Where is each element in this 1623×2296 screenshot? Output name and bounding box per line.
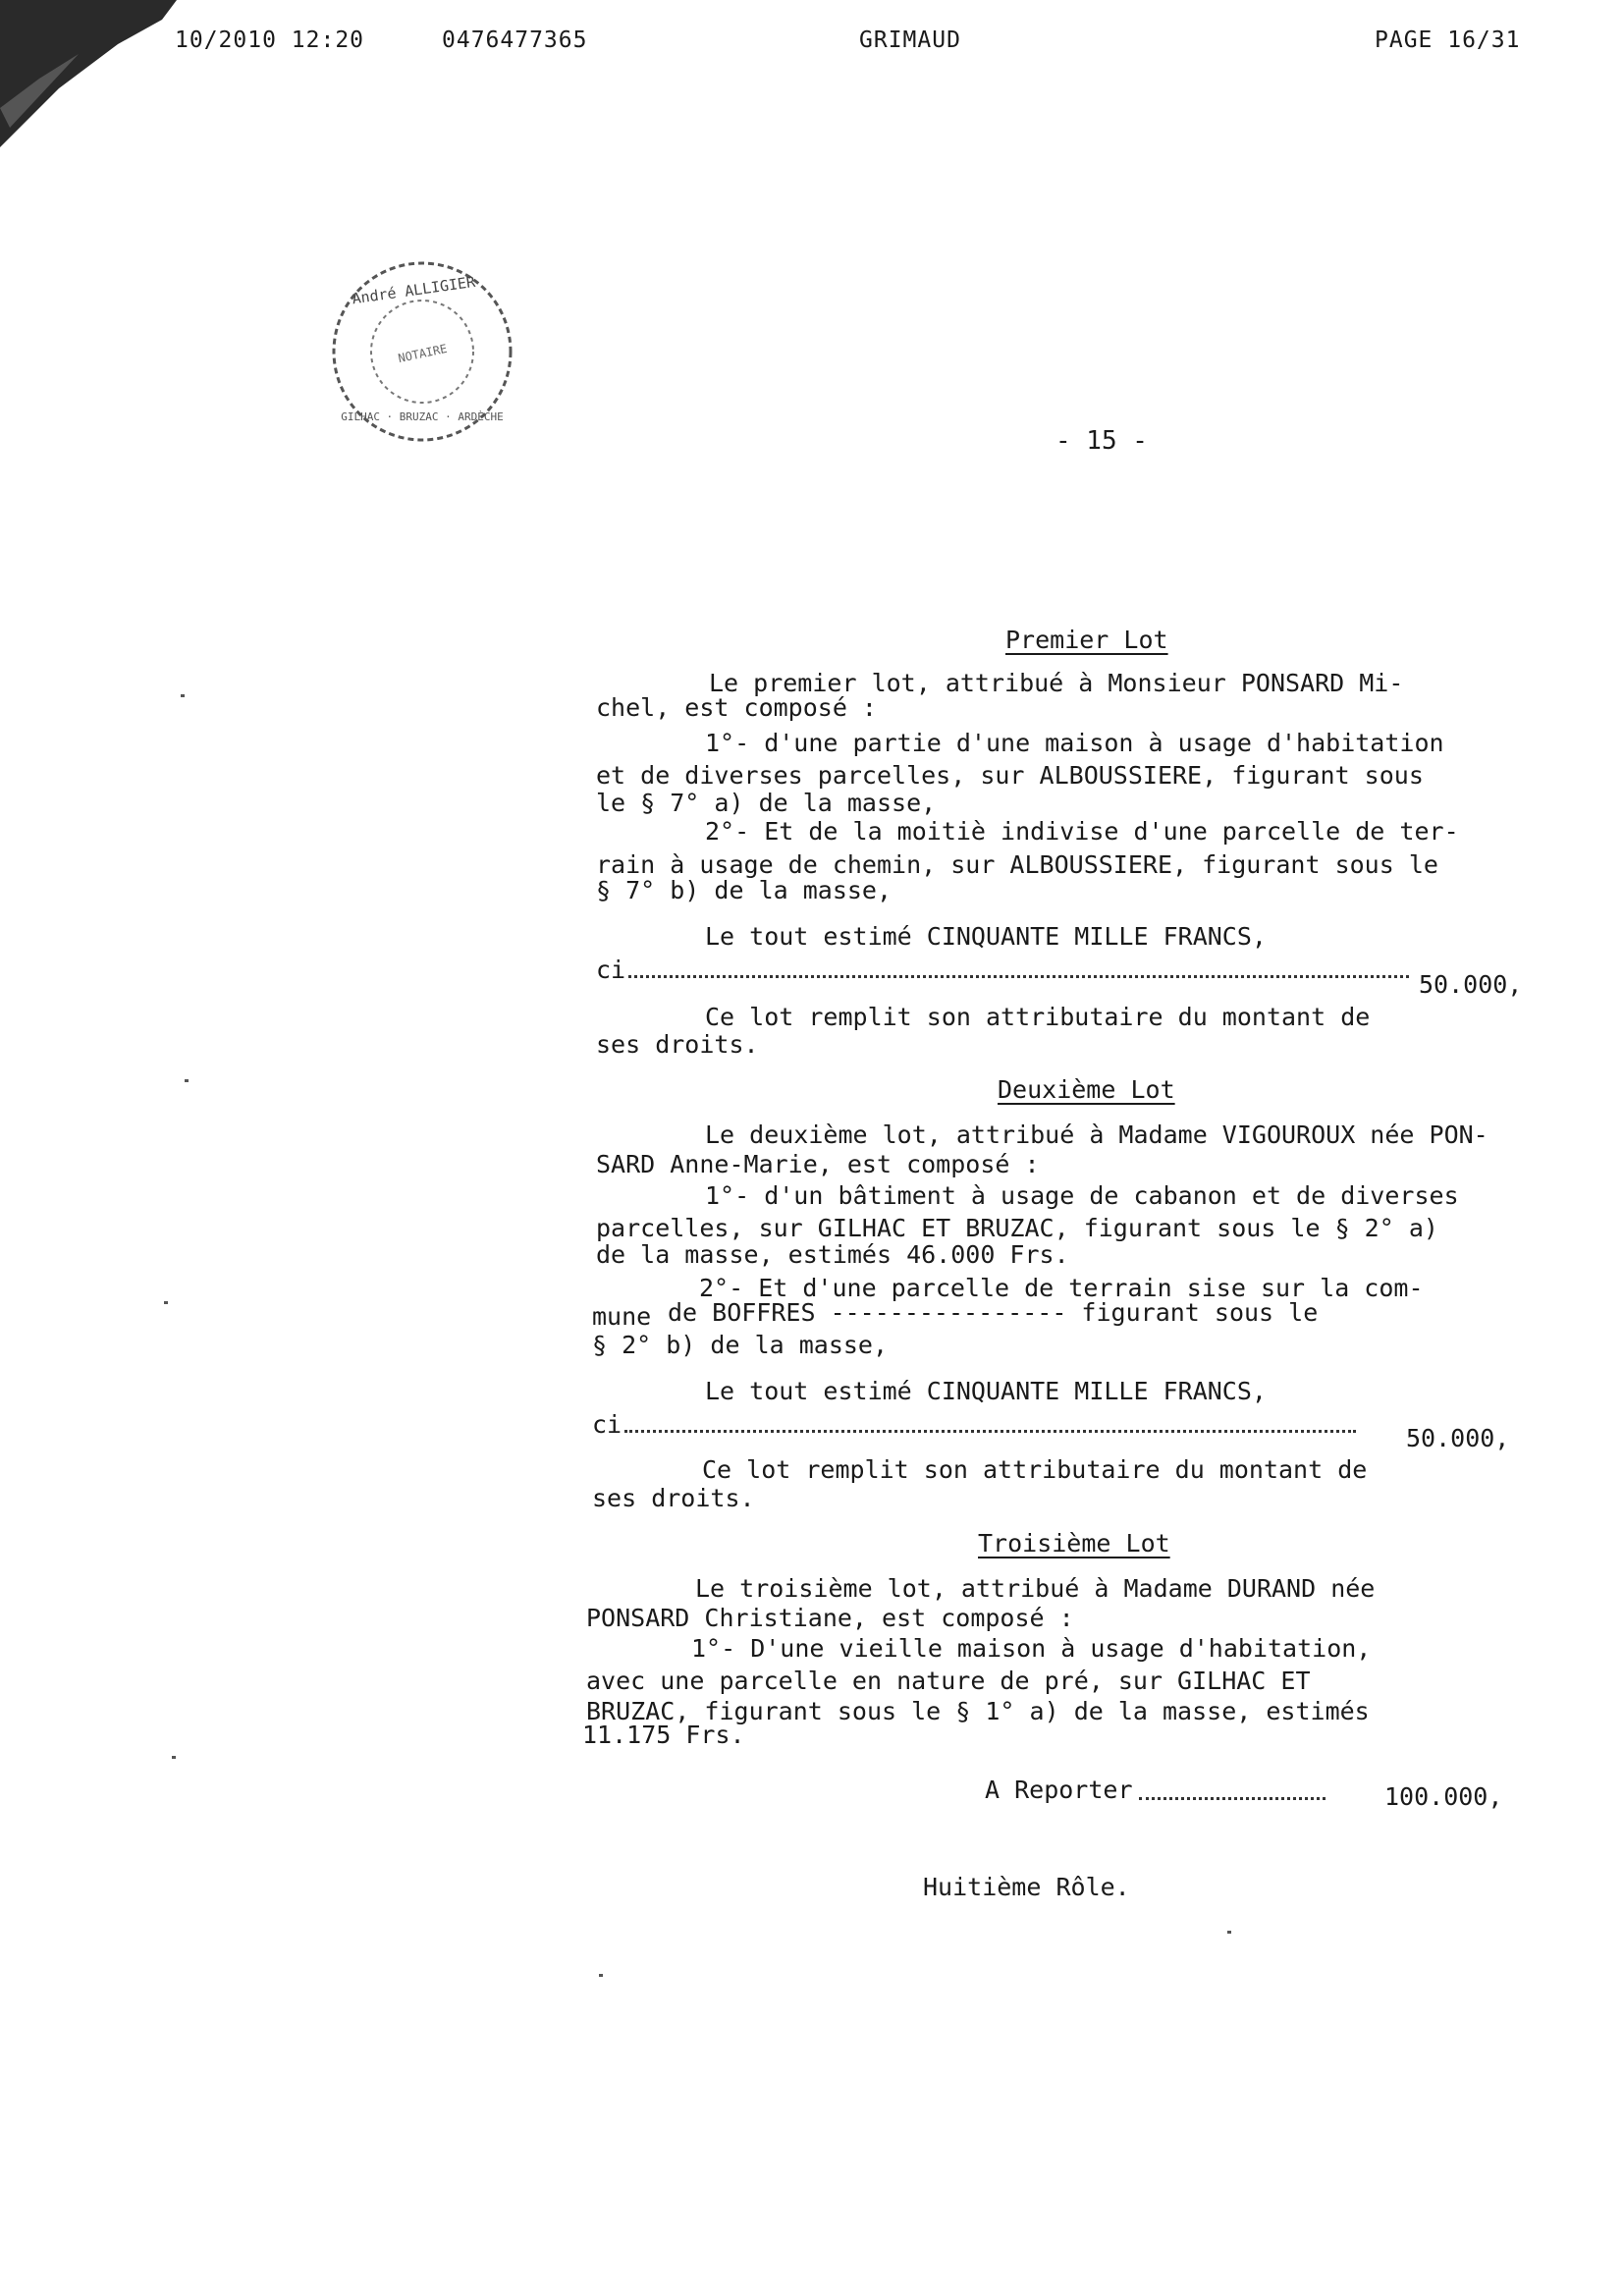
page-number: - 15 - <box>1055 426 1148 456</box>
scan-speck <box>599 1974 603 1977</box>
scan-speck <box>1227 1931 1231 1934</box>
fax-header <box>0 27 1623 67</box>
carry-forward-dots <box>1139 1797 1325 1800</box>
lot1-line: rain à usage de chemin, sur ALBOUSSIERE, figurant sous le <box>596 850 1438 879</box>
lot2-line: parcelles, sur GILHAC ET BRUZAC, figurant sous le § 2° a) <box>596 1214 1438 1242</box>
lot2-heading: Deuxième Lot <box>998 1075 1175 1104</box>
notary-stamp <box>324 253 520 450</box>
lot2-ci: ci <box>592 1410 622 1439</box>
scan-speck <box>172 1756 176 1759</box>
lot2-estimate: Le tout estimé CINQUANTE MILLE FRANCS, <box>705 1377 1267 1405</box>
lot3-line: avec une parcelle en nature de pré, sur GILHAC ET <box>586 1667 1311 1695</box>
lot1-line: Le premier lot, attribué à Monsieur PONSARD Mi- <box>709 669 1404 697</box>
lot1-line: § 7° b) de la masse, <box>596 876 893 904</box>
lot1-line: chel, est composé : <box>596 693 877 722</box>
lot1-remark: ses droits. <box>596 1030 759 1059</box>
lot2-remark: Ce lot remplit son attributaire du montant de <box>702 1455 1368 1484</box>
fax-page-count: PAGE 16/31 <box>1375 27 1521 53</box>
lot1-line: 1°- d'une partie d'une maison à usage d'habitation <box>705 729 1444 757</box>
fax-phone: 0476477365 <box>442 27 588 53</box>
lot2-remark: ses droits. <box>592 1484 755 1512</box>
lot2-line: de la masse, estimés 46.000 Frs. <box>596 1240 1069 1269</box>
lot2-line: § 2° b) de la masse, <box>592 1331 889 1359</box>
lot2-line: mune <box>592 1302 652 1331</box>
lot1-line: le § 7° a) de la masse, <box>596 789 937 817</box>
lot2-line: Le deuxième lot, attribué à Madame VIGOUROUX née PON- <box>705 1121 1488 1149</box>
carry-forward-label: A Reporter <box>985 1776 1133 1804</box>
lot1-remark: Ce lot remplit son attributaire du montant de <box>705 1003 1371 1031</box>
folio-footer: Huitième Rôle. <box>923 1873 1130 1901</box>
lot1-line: et de diverses parcelles, sur ALBOUSSIERE, figurant sous <box>596 761 1424 790</box>
lot3-heading: Troisième Lot <box>978 1529 1170 1558</box>
lot1-heading: Premier Lot <box>1005 626 1168 654</box>
lot2-line: 1°- d'un bâtiment à usage de cabanon et de diverses <box>705 1181 1459 1210</box>
lot1-ci: ci <box>596 956 626 984</box>
svg-text:André ALLIGIER: André ALLIGIER <box>351 272 477 308</box>
scan-speck <box>164 1301 168 1304</box>
folded-corner <box>0 0 226 157</box>
lot3-line: PONSARD Christiane, est composé : <box>586 1604 1074 1632</box>
lot3-line: 1°- D'une vieille maison à usage d'habitation, <box>691 1634 1372 1663</box>
svg-text:GILHAC · BRUZAC · ARDÈCHE: GILHAC · BRUZAC · ARDÈCHE <box>341 410 504 423</box>
scan-speck <box>181 694 185 697</box>
lot3-line: Le troisième lot, attribué à Madame DURAND née <box>695 1574 1376 1603</box>
carry-forward-amount: 100.000, <box>1384 1782 1503 1811</box>
lot3-line: BRUZAC, figurant sous le § 1° a) de la masse, estimés <box>586 1697 1370 1725</box>
lot2-amount: 50.000, <box>1406 1424 1510 1452</box>
lot1-estimate: Le tout estimé CINQUANTE MILLE FRANCS, <box>705 922 1267 951</box>
lot1-leader-dots <box>628 975 1409 978</box>
lot2-line: SARD Anne-Marie, est composé : <box>596 1150 1040 1178</box>
fax-sender: GRIMAUD <box>859 27 961 53</box>
svg-text:NOTAIRE: NOTAIRE <box>397 341 449 366</box>
lot2-line: 2°- Et d'une parcelle de terrain sise sur la com- <box>699 1274 1424 1302</box>
lot1-amount: 50.000, <box>1419 970 1523 999</box>
lot1-line: 2°- Et de la moitiè indivise d'une parcelle de ter- <box>705 817 1459 846</box>
scan-speck <box>185 1079 189 1082</box>
lot3-line: 11.175 Frs. <box>582 1721 745 1749</box>
fax-date-time: 10/2010 12:20 <box>175 27 365 53</box>
lot2-line: de BOFFRES ---------------- figurant sous le <box>668 1298 1319 1327</box>
lot2-leader-dots <box>624 1430 1356 1433</box>
